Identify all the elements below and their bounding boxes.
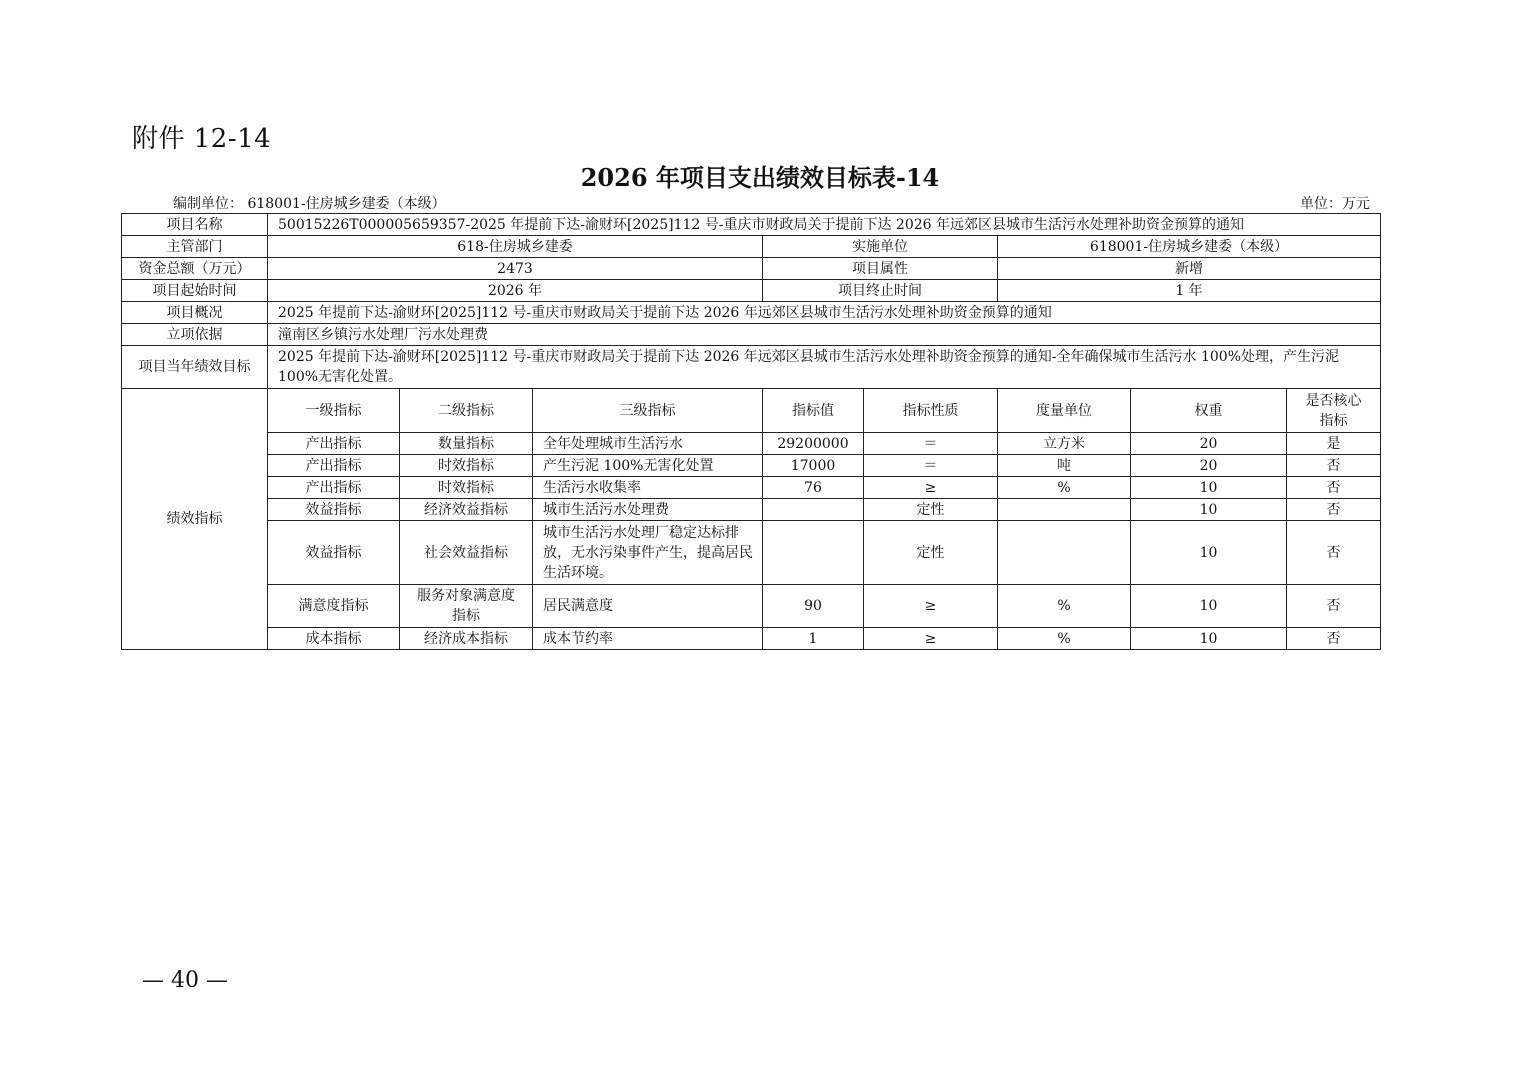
indicator-cell: ＝ <box>864 433 998 455</box>
page-number: — 40 — <box>142 968 228 993</box>
end-value: 1 年 <box>998 280 1381 302</box>
row-basis <box>122 324 1381 346</box>
indicator-row <box>122 455 1381 477</box>
impl-label: 实施单位 <box>763 236 998 258</box>
indicator-cell: 全年处理城市生活污水 <box>533 433 763 455</box>
indicator-cell: 吨 <box>998 455 1131 477</box>
currency-unit: 单位：万元 <box>1300 196 1370 212</box>
indicator-cell: 经济效益指标 <box>400 499 533 521</box>
indicator-cell: 是 <box>1287 433 1381 455</box>
indicator-cell: 90 <box>763 585 864 628</box>
indicator-cell: 定性 <box>864 521 998 585</box>
indicator-cell: 10 <box>1131 628 1287 650</box>
indicator-header-cell: 三级指标 <box>533 389 763 433</box>
start-label: 项目起始时间 <box>122 280 268 302</box>
row-goal <box>122 346 1381 389</box>
attachment-label: 附件 12-14 <box>132 124 272 154</box>
indicator-row <box>122 521 1381 585</box>
indicator-cell <box>763 499 864 521</box>
indicator-header-row <box>122 389 1381 433</box>
overview-label: 项目概况 <box>122 302 268 324</box>
indicator-cell: ≥ <box>864 477 998 499</box>
indicator-cell: 76 <box>763 477 864 499</box>
basis-label: 立项依据 <box>122 324 268 346</box>
indicator-cell: 居民满意度 <box>533 585 763 628</box>
indicator-cell: 17000 <box>763 455 864 477</box>
indicator-header-cell: 指标性质 <box>864 389 998 433</box>
indicator-cell <box>998 499 1131 521</box>
row-department <box>122 236 1381 258</box>
indicator-header-cell: 权重 <box>1131 389 1287 433</box>
impl-value: 618001-住房城乡建委（本级） <box>998 236 1381 258</box>
funds-label: 资金总额（万元） <box>122 258 268 280</box>
indicator-cell: 10 <box>1131 585 1287 628</box>
attr-value: 新增 <box>998 258 1381 280</box>
indicator-cell: 否 <box>1287 585 1381 628</box>
indicator-cell: % <box>998 628 1131 650</box>
indicator-cell: ≥ <box>864 628 998 650</box>
indicator-cell: 10 <box>1131 521 1287 585</box>
indicator-cell: ＝ <box>864 455 998 477</box>
indicator-cell: % <box>998 585 1131 628</box>
project-name-value: 50015226T000005659357-2025 年提前下达-渝财环[2025]112 号-重庆市财政局关于提前下达 2026 年远郊区县城市生活污水处理补助资金预算的通知 <box>268 214 1381 236</box>
indicator-cell: 产出指标 <box>268 477 400 499</box>
indicator-cell: 经济成本指标 <box>400 628 533 650</box>
dept-value: 618-住房城乡建委 <box>268 236 763 258</box>
indicator-cell: 1 <box>763 628 864 650</box>
indicator-cell: 立方米 <box>998 433 1131 455</box>
indicator-cell: 效益指标 <box>268 521 400 585</box>
goal-value: 2025 年提前下达-渝财环[2025]112 号-重庆市财政局关于提前下达 2026 年远郊区县城市生活污水处理补助资金预算的通知-全年确保城市生活污水 100%处理，产生污泥 100%无害化处置。 <box>268 346 1381 389</box>
indicator-cell: % <box>998 477 1131 499</box>
indicator-cell: 满意度指标 <box>268 585 400 628</box>
indicator-cell: 时效指标 <box>400 455 533 477</box>
dept-label: 主管部门 <box>122 236 268 258</box>
compiler-unit: 编制单位： 618001-住房城乡建委（本级） <box>173 196 446 212</box>
indicator-cell: 定性 <box>864 499 998 521</box>
indicator-cell <box>763 521 864 585</box>
project-name-label: 项目名称 <box>122 214 268 236</box>
indicator-cell: 否 <box>1287 477 1381 499</box>
performance-table <box>121 213 1381 650</box>
indicator-row <box>122 433 1381 455</box>
attr-label: 项目属性 <box>763 258 998 280</box>
indicator-cell: 社会效益指标 <box>400 521 533 585</box>
indicator-cell: 城市生活污水处理费 <box>533 499 763 521</box>
indicator-header-cell: 指标值 <box>763 389 864 433</box>
page-title: 2026 年项目支出绩效目标表-14 <box>580 163 940 192</box>
indicator-cell: 数量指标 <box>400 433 533 455</box>
indicator-cell: 29200000 <box>763 433 864 455</box>
indicator-body <box>122 389 1381 650</box>
row-project-name <box>122 214 1381 236</box>
basis-value: 潼南区乡镇污水处理厂污水处理费 <box>268 324 1381 346</box>
indicator-cell: 城市生活污水处理厂稳定达标排放，无水污染事件产生，提高居民生活环境。 <box>533 521 763 585</box>
indicator-cell <box>998 521 1131 585</box>
indicator-cell: 生活污水收集率 <box>533 477 763 499</box>
indicator-cell: 服务对象满意度指标 <box>400 585 533 628</box>
indicator-cell: ≥ <box>864 585 998 628</box>
indicator-cell: 否 <box>1287 521 1381 585</box>
indicator-row <box>122 585 1381 628</box>
funds-value: 2473 <box>268 258 763 280</box>
indicator-header-cell: 度量单位 <box>998 389 1131 433</box>
goal-label: 项目当年绩效目标 <box>122 346 268 389</box>
overview-value: 2025 年提前下达-渝财环[2025]112 号-重庆市财政局关于提前下达 2026 年远郊区县城市生活污水处理补助资金预算的通知 <box>268 302 1381 324</box>
indicator-cell: 产生污泥 100%无害化处置 <box>533 455 763 477</box>
indicator-cell: 10 <box>1131 499 1287 521</box>
row-time <box>122 280 1381 302</box>
indicator-cell: 否 <box>1287 628 1381 650</box>
indicators-section-label: 绩效指标 <box>122 389 268 650</box>
indicator-header-cell: 是否核心指标 <box>1287 389 1381 433</box>
indicator-cell: 20 <box>1131 433 1287 455</box>
start-value: 2026 年 <box>268 280 763 302</box>
indicator-header-cell: 一级指标 <box>268 389 400 433</box>
indicator-row <box>122 628 1381 650</box>
end-label: 项目终止时间 <box>763 280 998 302</box>
indicator-cell: 效益指标 <box>268 499 400 521</box>
indicator-cell: 10 <box>1131 477 1287 499</box>
indicator-cell: 否 <box>1287 499 1381 521</box>
indicator-cell: 产出指标 <box>268 433 400 455</box>
row-overview <box>122 302 1381 324</box>
indicator-cell: 产出指标 <box>268 455 400 477</box>
indicator-cell: 否 <box>1287 455 1381 477</box>
indicator-row <box>122 477 1381 499</box>
indicator-cell: 成本指标 <box>268 628 400 650</box>
indicator-header-cell: 二级指标 <box>400 389 533 433</box>
row-funds <box>122 258 1381 280</box>
indicator-cell: 时效指标 <box>400 477 533 499</box>
indicator-row <box>122 499 1381 521</box>
indicator-cell: 20 <box>1131 455 1287 477</box>
indicator-cell: 成本节约率 <box>533 628 763 650</box>
